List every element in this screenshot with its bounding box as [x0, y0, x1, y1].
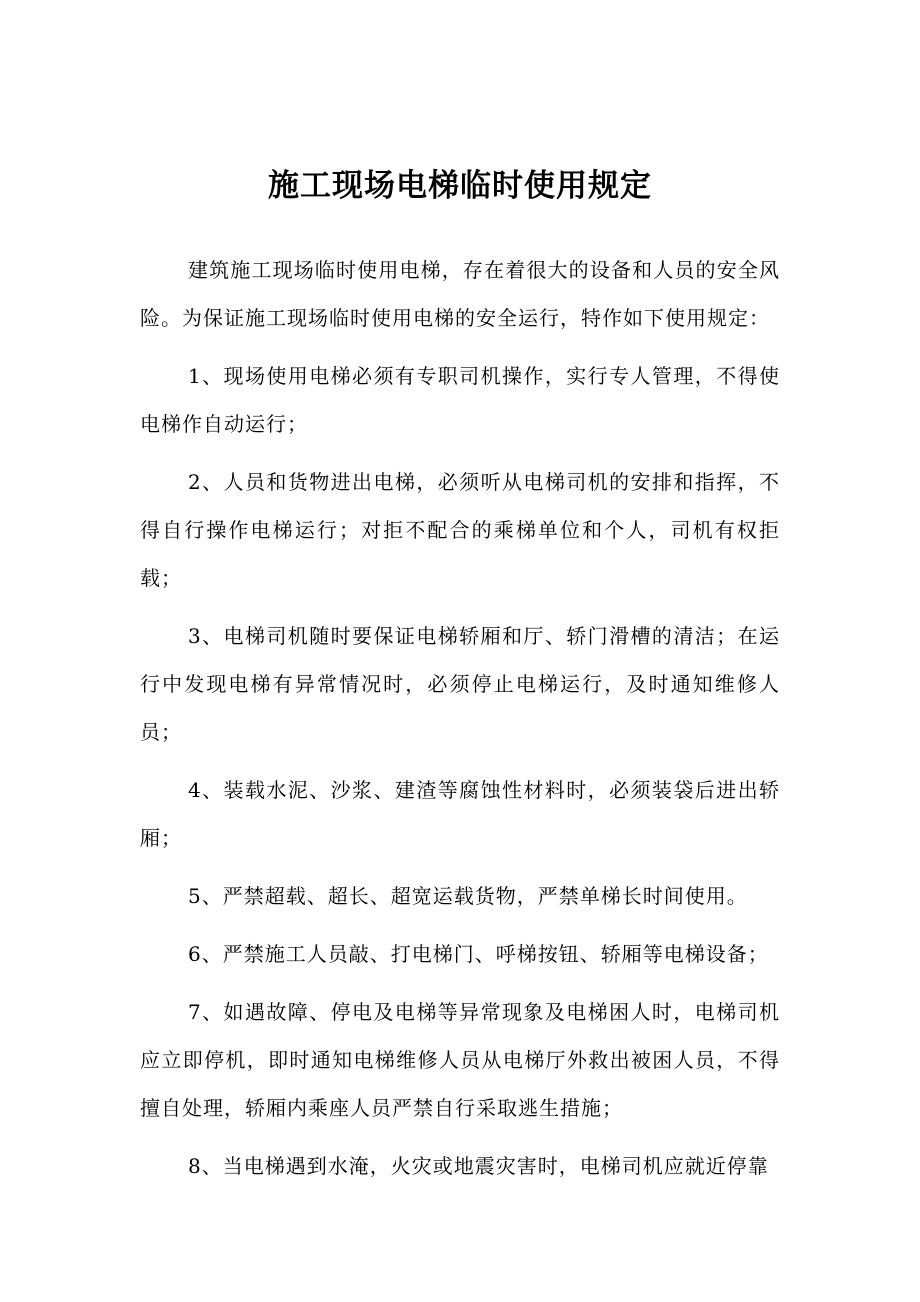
rule-6-paragraph: 6、严禁施工人员敲、打电梯门、呼梯按钮、轿厢等电梯设备；: [188, 942, 769, 966]
rule-2-paragraph: 2、人员和货物进出电梯，必须听从电梯司机的安排和指挥，不得自行操作电梯运行；对拒不配合的乘梯单位和个人，司机有权拒载；: [140, 470, 780, 590]
intro-paragraph: 建筑施工现场临时使用电梯，存在着很大的设备和人员的安全风险。为保证施工现场临时使用电梯的安全运行，特作如下使用规定：: [140, 258, 780, 330]
rule-1-paragraph: 1、现场使用电梯必须有专职司机操作，实行专人管理，不得使电梯作自动运行；: [140, 364, 780, 436]
rule-3-paragraph: 3、电梯司机随时要保证电梯轿厢和厅、轿门滑槽的清洁；在运行中发现电梯有异常情况时，必须停止电梯运行，及时通知维修人员；: [140, 624, 780, 744]
rule-4-paragraph: 4、装载水泥、沙浆、建渣等腐蚀性材料时，必须装袋后进出轿厢；: [140, 778, 780, 850]
document-body: [140, 246, 780, 1200]
rule-8-paragraph: 8、当电梯遇到水淹，火灾或地震灾害时，电梯司机应就近停靠: [188, 1154, 769, 1178]
rule-5-paragraph: 5、严禁超载、超长、超宽运载货物，严禁单梯长时间使用。: [188, 884, 748, 908]
document-title: 施工现场电梯临时使用规定: [268, 168, 652, 204]
rule-7-paragraph: 7、如遇故障、停电及电梯等异常现象及电梯困人时，电梯司机应立即停机，即时通知电梯维修人员从电梯厅外救出被困人员，不得擅自处理，轿厢内乘座人员严禁自行采取逃生措施；: [140, 1000, 780, 1120]
